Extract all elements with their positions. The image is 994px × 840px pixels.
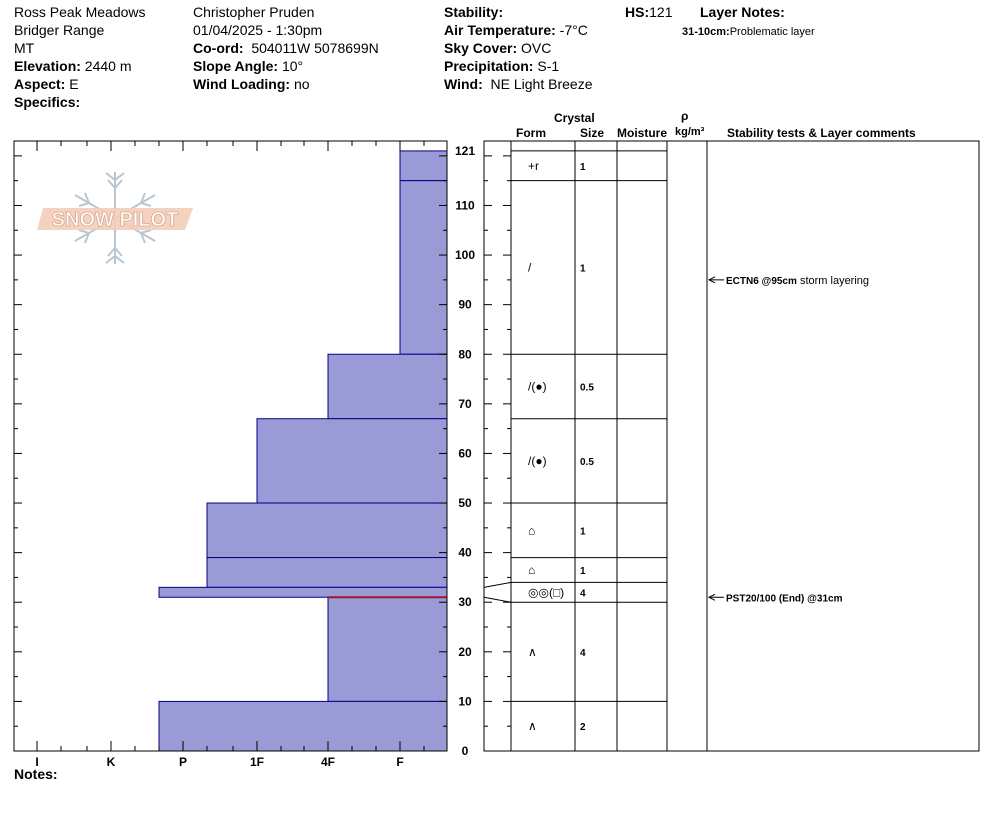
crystal-form: /(●) <box>528 379 547 394</box>
height-tick-label: 80 <box>458 347 472 362</box>
wind-loading-label: Wind Loading: <box>193 76 291 92</box>
slope-label: Slope Angle: <box>193 58 279 74</box>
height-tick-label: 0 <box>461 744 469 758</box>
crystal-form: ∧ <box>528 644 537 659</box>
aspect-value: E <box>69 76 79 92</box>
hardness-profile <box>159 151 447 751</box>
height-tick-label: 121 <box>454 143 476 158</box>
hardness-bar <box>207 503 447 558</box>
moisture-header: Moisture <box>617 126 668 140</box>
layer-connector <box>484 597 511 602</box>
precip-label: Precipitation: <box>444 58 534 74</box>
crystal-size: 2 <box>580 722 586 734</box>
air-temp-label: Air Temperature: <box>444 22 556 38</box>
stability-tests <box>709 275 869 604</box>
elevation-value: 2440 m <box>84 58 132 74</box>
logo-text: SNOW PILOT <box>51 209 179 231</box>
crystal-size: 1 <box>580 565 586 577</box>
height-tick-label: 100 <box>454 248 476 263</box>
hardness-bar <box>328 354 447 418</box>
height-tick-label: 40 <box>458 545 472 560</box>
hardness-bar <box>257 419 447 503</box>
stability-test-label <box>726 593 843 604</box>
precip-value: S-1 <box>537 58 560 74</box>
crystal-size: 1 <box>580 526 586 538</box>
sky-value: OVC <box>521 40 552 56</box>
height-tick-label: 110 <box>455 198 475 213</box>
size-header: Size <box>580 126 605 140</box>
coord-value: 504011W 5078699N <box>251 40 379 56</box>
sky-label: Sky Cover: <box>444 40 518 56</box>
height-tick-label: 50 <box>458 496 472 511</box>
crystal-header: Crystal <box>554 111 595 125</box>
form-header: Form <box>516 126 546 140</box>
elevation-label: Elevation: <box>14 58 81 74</box>
crystal-size: 0.5 <box>580 456 594 468</box>
crystal-size: 4 <box>580 588 586 600</box>
layer-notes-label: Layer Notes: <box>700 4 785 20</box>
hardness-tick-label: K <box>106 755 116 769</box>
state: MT <box>14 40 35 56</box>
hardness-axis <box>35 755 403 769</box>
comments-header: Stability tests & Layer comments <box>727 126 916 140</box>
layer-note-text: Problematic layer <box>729 26 815 38</box>
crystal-form: +r <box>528 158 540 173</box>
crystal-form: /(●) <box>528 453 547 468</box>
crystal-size: 1 <box>580 161 586 173</box>
wind-loading-value: no <box>293 76 310 92</box>
hardness-bar <box>159 587 447 597</box>
crystal-size: 0.5 <box>580 382 594 394</box>
specifics-label: Specifics: <box>14 94 81 110</box>
notes-label: Notes: <box>14 766 58 782</box>
aspect-label: Aspect: <box>14 76 66 92</box>
chart-frame <box>14 141 979 751</box>
stability-test-result: PST20/100 (End) @31cm <box>726 593 843 605</box>
height-tick-label: 90 <box>458 297 472 312</box>
stability-test-comment: storm layering <box>796 274 870 287</box>
hs-value: 121 <box>649 4 673 20</box>
table-frame <box>484 141 979 751</box>
hardness-bar <box>159 701 447 751</box>
hardness-tick-label: I <box>35 755 39 769</box>
crystal-size: 1 <box>580 263 586 275</box>
wind-value: NE Light Breeze <box>490 76 593 92</box>
layer-connector <box>484 582 511 587</box>
wind-label: Wind: <box>444 76 483 92</box>
rho-header: ρ <box>681 109 689 123</box>
crystal-form: ⌂ <box>528 523 536 538</box>
crystal-form: ∧ <box>528 719 537 734</box>
observer: Christopher Pruden <box>193 4 315 20</box>
height-tick-label: 60 <box>458 446 472 461</box>
hardness-tick-label: 4F <box>320 755 336 769</box>
datetime: 01/04/2025 - 1:30pm <box>193 22 323 38</box>
stability-test-result: ECTN6 @95cm <box>726 275 797 287</box>
coord-label: Co-ord: <box>193 40 244 56</box>
hardness-tick-label: 1F <box>249 755 265 769</box>
location: Ross Peak Meadows <box>14 4 146 20</box>
range: Bridger Range <box>14 22 105 38</box>
hardness-bar <box>328 597 447 701</box>
crystal-form: ◎◎(□) <box>528 585 565 600</box>
hardness-bar <box>400 181 447 355</box>
snow-pilot-logo <box>37 172 193 264</box>
hs-label: HS: <box>625 4 650 20</box>
crystal-size: 4 <box>580 647 586 659</box>
height-tick-label: 30 <box>458 595 472 610</box>
height-tick-label: 20 <box>458 644 472 659</box>
height-tick-label: 70 <box>458 396 472 411</box>
slope-value: 10° <box>281 58 304 74</box>
hardness-bar <box>207 558 447 588</box>
stability-label: Stability: <box>444 4 504 20</box>
crystal-form: / <box>528 260 532 275</box>
height-tick-label: 10 <box>458 694 472 709</box>
hardness-tick-label: F <box>396 755 404 769</box>
layer-note-range: 31-10cm: <box>682 26 730 38</box>
crystal-form: ⌂ <box>528 562 536 577</box>
density-unit-header: kg/m³ <box>675 126 705 138</box>
stability-test-label <box>726 275 869 287</box>
air-temp-value: -7°C <box>559 22 588 38</box>
hardness-tick-label: P <box>178 755 188 769</box>
